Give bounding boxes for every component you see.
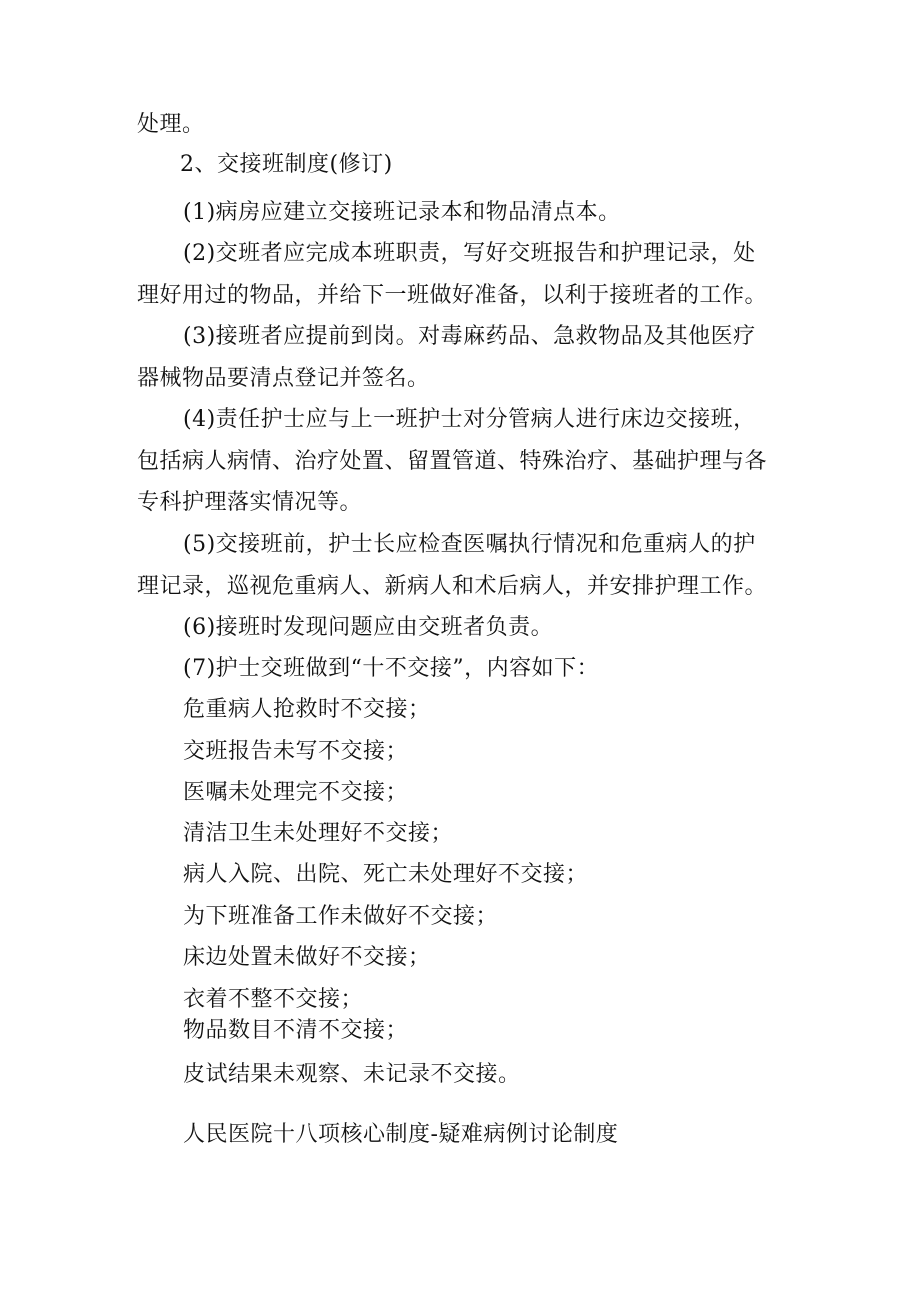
- item-7-text: (7)护士交班做到“十不交接”，内容如下：: [183, 656, 600, 681]
- rule-7: 床边处置未做好不交接；: [183, 945, 431, 970]
- rule-1: 危重病人抢救时不交接；: [183, 697, 431, 722]
- item-1-text: (1)病房应建立交接班记录本和物品清点本。: [183, 200, 621, 225]
- item-6-text: (6)接班时发现问题应由交班者负责。: [183, 615, 554, 640]
- item-4-line-2: 包括病人病情、治疗处置、留置管道、特殊治疗、基础护理与各: [137, 449, 768, 474]
- rule-5: 病人入院、出院、死亡未处理好不交接；: [183, 862, 589, 887]
- rule-10: 皮试结果未观察、未记录不交接。: [183, 1062, 521, 1087]
- item-5-line-1: (5)交接班前，护士长应检查医嘱执行情况和危重病人的护: [183, 532, 756, 557]
- item-4-line-3: 专科护理落实情况等。: [137, 490, 363, 515]
- rule-8: 衣着不整不交接；: [183, 987, 364, 1012]
- section-heading: 2、交接班制度(修订): [180, 152, 393, 177]
- rule-9: 物品数目不清不交接；: [183, 1018, 409, 1043]
- rule-3: 医嘱未处理完不交接；: [183, 780, 409, 805]
- rule-4: 清洁卫生未处理好不交接；: [183, 821, 454, 846]
- item-3-line-1: (3)接班者应提前到岗。对毒麻药品、急救物品及其他医疗: [183, 324, 756, 349]
- rule-2: 交班报告未写不交接；: [183, 739, 409, 764]
- next-section-title: 人民医院十八项核心制度-疑难病例讨论制度: [183, 1122, 619, 1147]
- item-5-line-2: 理记录，巡视危重病人、新病人和术后病人，并安排护理工作。: [137, 574, 768, 599]
- item-4-line-1: (4)责任护士应与上一班护士对分管病人进行床边交接班，: [183, 407, 756, 432]
- item-2-line-2: 理好用过的物品，并给下一班做好准备，以利于接班者的工作。: [137, 283, 768, 308]
- item-3-line-2: 器械物品要清点登记并签名。: [137, 366, 430, 391]
- intro-tail-text: 处理。: [137, 112, 205, 137]
- rule-6: 为下班准备工作未做好不交接；: [183, 904, 499, 929]
- item-2-line-1: (2)交班者应完成本班职责，写好交班报告和护理记录，处: [183, 241, 756, 266]
